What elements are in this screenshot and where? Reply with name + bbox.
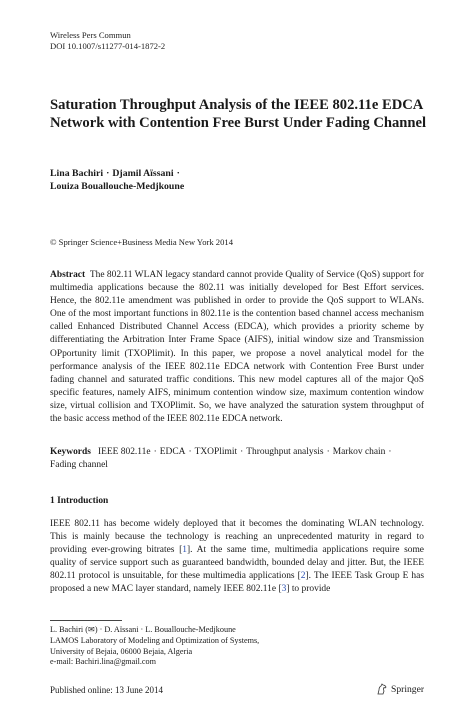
author-list bbox=[50, 167, 430, 193]
journal-name: Wireless Pers Commun bbox=[50, 30, 131, 40]
citation-link[interactable]: 1 bbox=[182, 545, 187, 556]
author-name: Lina Bachiri bbox=[50, 168, 104, 179]
citation-link[interactable]: 3 bbox=[281, 584, 287, 595]
affiliation-lab: LAMOS Laboratory of Modeling and Optimization of Systems, bbox=[50, 635, 260, 645]
doi[interactable]: DOI 10.1007/s11277-014-1872-2 bbox=[50, 41, 166, 51]
paper-title: Saturation Throughput Analysis of the IEEE 802.11e EDCA Network with Contention Free Burst Under Fading Channel bbox=[50, 97, 427, 131]
keyword: TXOPlimit bbox=[194, 447, 238, 457]
intro-text: ] to provide bbox=[286, 584, 331, 595]
section-heading: 1 Introduction bbox=[50, 496, 109, 506]
intro-text: ]. At the same time, multimedia applications require some quality of service support such as guaranteed bandwidth, bounded delay and jitter. But, the IEEE 802.11 protocol is unsuitable, for these multimedia applications [ bbox=[50, 545, 424, 582]
affiliation-footnote bbox=[50, 625, 424, 668]
keyword: IEEE 802.11e bbox=[97, 447, 151, 457]
published-date: Published online: 13 June 2014 bbox=[50, 685, 163, 695]
introduction-paragraph bbox=[50, 518, 424, 597]
author-separator: · bbox=[106, 168, 110, 179]
copyright-notice: © Springer Science+Business Media New York 2014 bbox=[50, 237, 233, 247]
keyword: Markov chain bbox=[332, 447, 386, 457]
abstract-label: Abstract bbox=[50, 270, 86, 280]
keyword: Throughput analysis bbox=[246, 447, 324, 457]
keyword: Fading channel bbox=[50, 460, 108, 471]
intro-text: ]. The IEEE Task Group E has proposed a new MAC layer standard, namely IEEE 802.11e [ bbox=[50, 571, 424, 595]
keyword-separator: · bbox=[326, 447, 330, 457]
citation-link[interactable]: 2 bbox=[300, 571, 306, 582]
abstract bbox=[50, 269, 424, 426]
footnote-divider bbox=[50, 620, 122, 621]
affiliation-university: University of Bejaia, 06000 Bejaia, Algeria bbox=[50, 646, 193, 656]
journal-header bbox=[50, 30, 165, 52]
keyword-separator: · bbox=[188, 447, 192, 457]
keyword: EDCA bbox=[159, 447, 186, 457]
keyword-separator: · bbox=[153, 447, 157, 457]
abstract-text: The 802.11 WLAN legacy standard cannot provide Quality of Service (QoS) support for multimedia applications because the 802.11 was initially developed for Best Effort services. Hence, the 802.11e amendment was published in order to provide the QoS support to WLANs. One of the most important functions in 802.11e is the contention based channel access mechanism called Enhanced Distributed Channel Access (EDCA), which provides a priority scheme by differentiating the Arbitration Inter Frame Space (AIFS), initial window size and Transmission OPportunity limit (TXOPlimit). In this paper, we propose a novel analytical model for the performance analysis of the IEEE 802.11e EDCA network with Contention Free Burst under fading channel and saturated traffic conditions. This new model captures all of the major QoS specific features, namely AIFS, minimum contention window size, maximum contention window size, virtual collision and TXOPlimit. So, we have analyzed the saturation system throughput of the basic access method of the IEEE 802.11e EDCA network. bbox=[50, 270, 424, 425]
keywords bbox=[50, 446, 424, 472]
intro-text: IEEE 802.11 has become widely deployed that it becomes the dominating WLAN technology. This is mainly because the technology is reaching an unprecedented maturity in regard to providing ever-growing bitrates [ bbox=[50, 519, 424, 556]
author-separator: · bbox=[176, 168, 180, 179]
publisher-logo bbox=[376, 683, 424, 695]
affiliation-authors: L. Bachiri (✉) · D. Aïssani · L. Bouallouche-Medjkoune bbox=[50, 625, 236, 634]
keyword-separator: · bbox=[240, 447, 244, 457]
keyword-separator: · bbox=[388, 447, 392, 457]
keywords-label: Keywords bbox=[50, 447, 91, 457]
author-name: Louiza Bouallouche-Medjkoune bbox=[50, 181, 185, 192]
springer-horse-icon bbox=[376, 683, 388, 695]
publisher-name: Springer bbox=[391, 683, 425, 695]
author-name: Djamil Aïssani bbox=[112, 168, 174, 179]
affiliation-email[interactable]: e-mail: Bachiri.lina@gmail.com bbox=[50, 657, 156, 667]
